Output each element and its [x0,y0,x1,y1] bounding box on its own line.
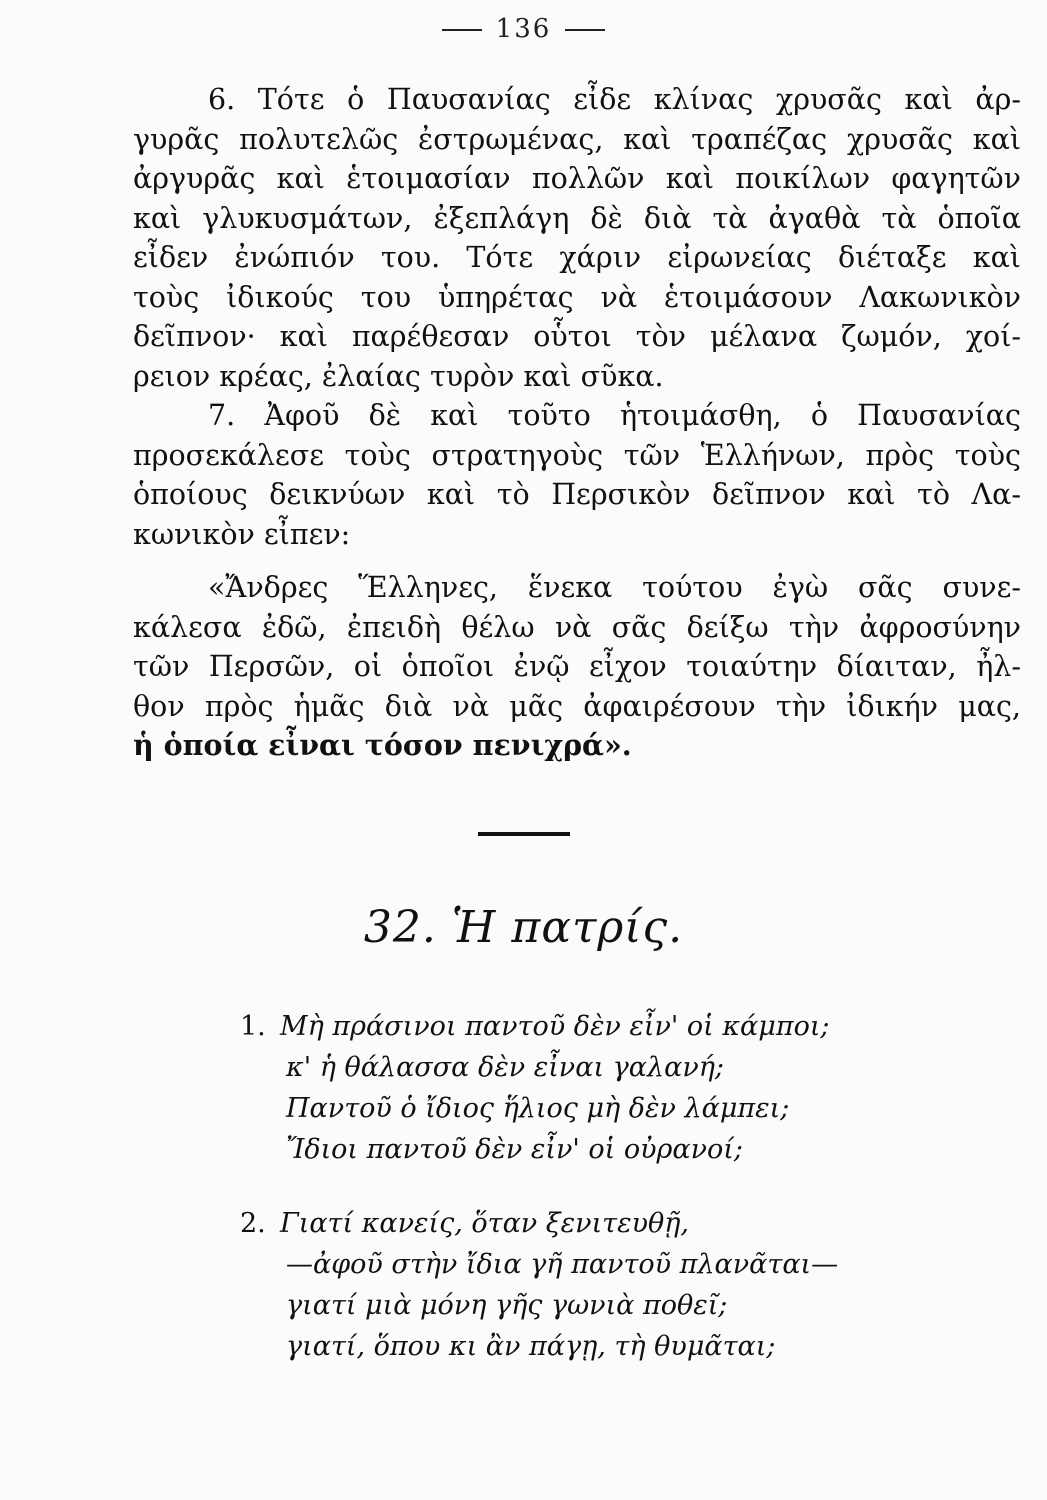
text-line: τῶν Περσῶν, οἱ ὁποῖοι ἐνῷ εἶχον τοιαύτην δίαιταν, ἦλ- [133,650,1021,683]
stanza-number: 1. [240,1011,266,1042]
text-line: 7. Ἀφοῦ δὲ καὶ τοῦτο ἡτοιμάσθη, ὁ Παυσανίας [208,399,1021,432]
text-line: 6. Τότε ὁ Παυσανίας εἶδε κλίνας χρυσᾶς καὶ ἀρ- [208,83,1021,116]
page-number-dash-right [565,29,605,31]
paragraph-7 [133,396,1021,554]
text-line: προσεκάλεσε τοὺς στρατηγοὺς τῶν Ἑλλήνων, πρὸς τοὺς [133,438,1021,472]
text-line: ἀργυρᾶς καὶ ἑτοιμασίαν πολλῶν καὶ ποικίλων φαγητῶν [133,162,1021,195]
text-line: καὶ γλυκυσμάτων, ἐξεπλάγη δὲ διὰ τὰ ἀγαθὰ τὰ ὁποῖα [133,201,1021,235]
verse-line: κ' ἡ θάλασσα δὲν εἶναι γαλανή; [286,1052,725,1083]
stanza-2 [240,1203,839,1367]
verse-line: Μὴ πράσινοι παντοῦ δὲν εἶν' οἱ κάμποι; [280,1011,830,1042]
stanza-1 [240,1006,830,1170]
text-line: κάλεσα ἐδῶ, ἐπειδὴ θέλω νὰ σᾶς δείξω τὴν ἀφροσύνην [133,610,1021,644]
text-line: δεῖπνον· καὶ παρέθεσαν οὗτοι τὸν μέλανα ζωμόν, χοί- [133,320,1021,353]
text-line: ὁποίους δεικνύων καὶ τὸ Περσικὸν δεῖπνον καὶ τὸ Λα- [133,478,1021,511]
verse-line: Γιατί κανείς, ὅταν ξενιτευθῇ, [280,1208,690,1239]
section-divider [478,832,570,836]
text-line: ἡ ὁποία εἶναι τόσον πενιχρά». [133,728,632,762]
text-line: τοὺς ἰδικούς του ὑπηρέτας νὰ ἑτοιμάσουν Λακωνικὸν [133,280,1021,314]
page-number-dash-left [442,29,482,31]
page-number [0,14,1047,44]
text-line: κωνικὸν εἶπεν: [133,517,351,551]
verse-line: Ἴδιοι παντοῦ δὲν εἶν' οἱ οὐρανοί; [286,1134,743,1165]
text-line: «Ἄνδρες Ἕλληνες, ἕνεκα τούτου ἐγὼ σᾶς συνε- [208,571,1021,604]
text-line: εἶδεν ἐνώπιόν του. Τότε χάριν εἰρωνείας διέταξε καὶ [133,241,1021,274]
page-number-text: 136 [495,14,552,44]
poem-title: 32. Ἡ πατρίς. [363,902,684,953]
stanza-number: 2. [240,1208,266,1239]
verse-line: γιατί, ὅπου κι ἂν πάγῃ, τὴ θυμᾶται; [286,1331,776,1362]
quotation [133,568,1021,766]
verse-line: —ἀφοῦ στὴν ἴδια γῆ παντοῦ πλανᾶται— [286,1249,839,1280]
text-line: ρειον κρέας, ἐλαίας τυρὸν καὶ σῦκα. [133,359,664,393]
paragraph-6 [133,80,1021,396]
text-line: θον πρὸς ἡμᾶς διὰ νὰ μᾶς ἀφαιρέσουν τὴν ἰδικήν μας, [133,689,1021,723]
text-line: γυρᾶς πολυτελῶς ἐστρωμένας, καὶ τραπέζας χρυσᾶς καὶ [133,122,1021,156]
verse-line: Παντοῦ ὁ ἴδιος ἥλιος μὴ δὲν λάμπει; [286,1093,790,1124]
verse-line: γιατί μιὰ μόνη γῆς γωνιὰ ποθεῖ; [286,1290,728,1321]
